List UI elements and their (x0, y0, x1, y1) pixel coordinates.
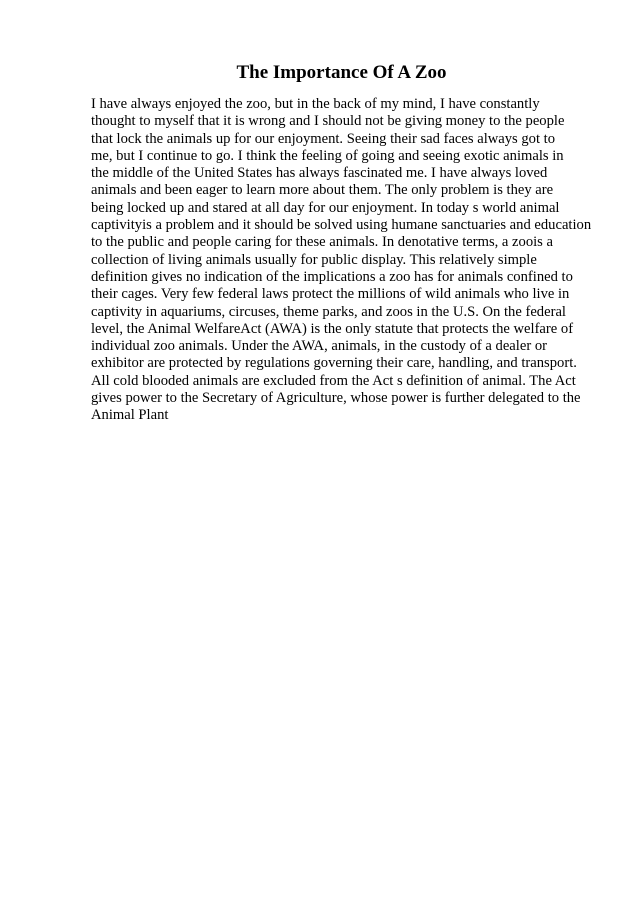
body-line: the middle of the United States has always fascinated me. I have always loved (91, 165, 548, 182)
document-body (91, 96, 631, 425)
body-line: individual zoo animals. Under the AWA, animals, in the custody of a dealer or (91, 338, 547, 355)
body-line: that lock the animals up for our enjoyment. Seeing their sad faces always got to (91, 130, 556, 147)
body-line: being locked up and stared at all day for our enjoyment. In today s world animal (91, 199, 560, 216)
body-line: captivity in aquariums, circuses, theme parks, and zoos in the U.S. On the federal (91, 303, 566, 320)
body-line: me, but I continue to go. I think the feeling of going and seeing exotic animals in (91, 147, 564, 164)
body-line: I have always enjoyed the zoo, but in the back of my mind, I have constantly (91, 96, 540, 112)
body-line: captivityis a problem and it should be solved using humane sanctuaries and education (91, 217, 592, 234)
body-line: level, the Animal WelfareAct (AWA) is the only statute that protects the welfare of (91, 320, 574, 337)
body-line: All cold blooded animals are excluded from the Act s definition of animal. The Act (91, 372, 576, 389)
body-line: their cages. Very few federal laws protect the millions of wild animals who live in (91, 286, 570, 303)
document-title: The Importance Of A Zoo (236, 62, 447, 83)
body-line: collection of living animals usually for public display. This relatively simple (91, 251, 537, 268)
body-line: Animal Plant (91, 407, 169, 424)
body-line: to the public and people caring for these animals. In denotative terms, a zoois a (91, 234, 553, 251)
body-line: exhibitor are protected by regulations governing their care, handling, and transport. (91, 355, 577, 372)
body-line: animals and been eager to learn more about them. The only problem is they are (91, 182, 554, 199)
body-line: thought to myself that it is wrong and I should not be giving money to the people (91, 113, 565, 130)
body-line: definition gives no indication of the implications a zoo has for animals confined to (91, 268, 573, 285)
body-line: gives power to the Secretary of Agriculture, whose power is further delegated to the (91, 390, 581, 407)
